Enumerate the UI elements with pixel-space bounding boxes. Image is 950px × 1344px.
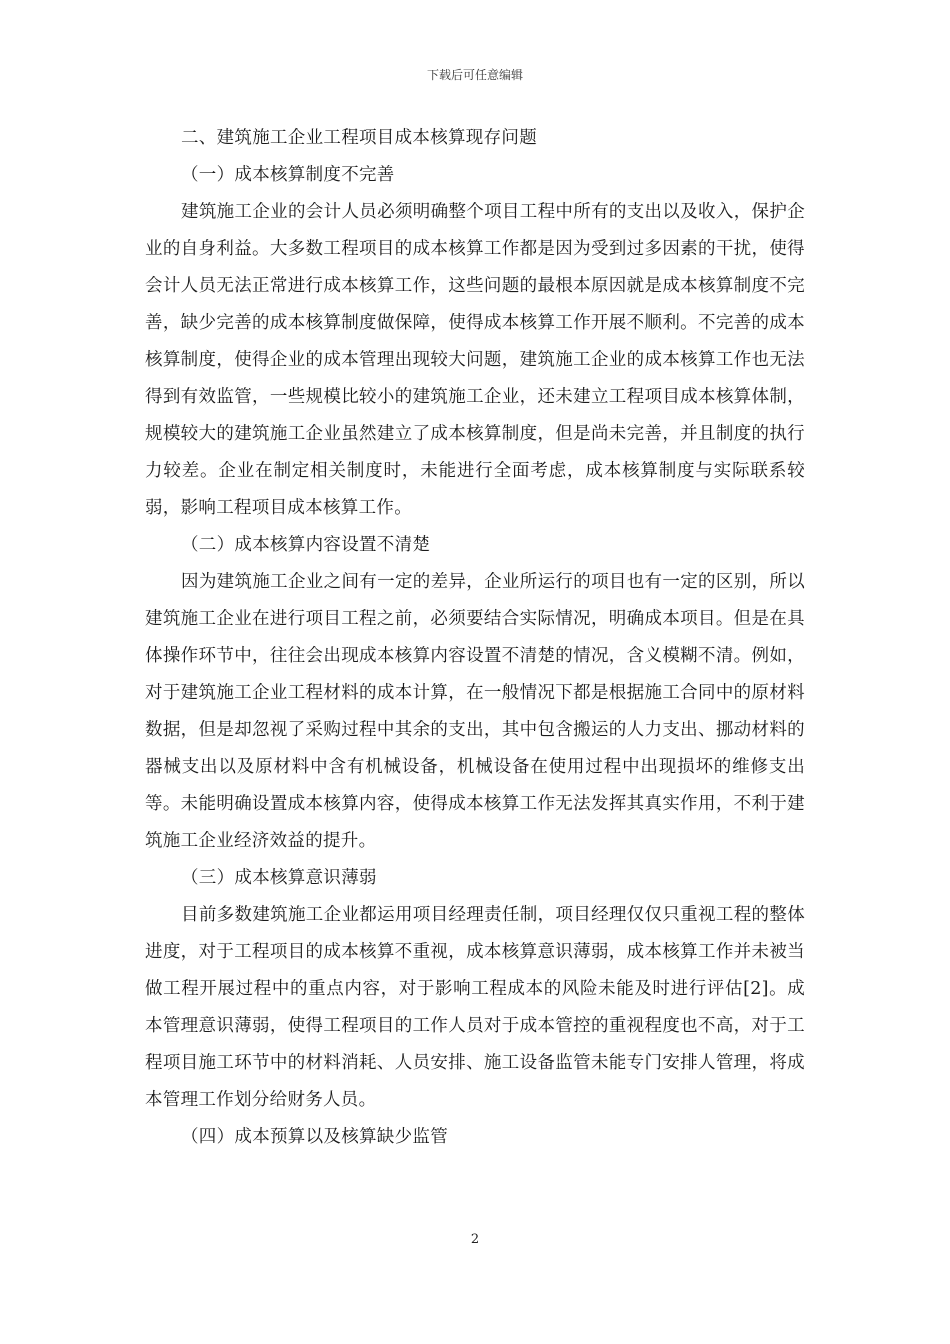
subsection-title-3: （三）成本核算意识薄弱 [181, 868, 377, 888]
subsection-title-4: （四）成本预算以及核算缺少监管 [181, 1127, 448, 1147]
subsection-title-2: （二）成本核算内容设置不清楚 [181, 535, 431, 555]
subsection-title-1: （一）成本核算制度不完善 [181, 165, 395, 185]
paragraph-2: 因为建筑施工企业之间有一定的差异，企业所运行的项目也有一定的区别，所以建筑施工企业在进行项目工程之前，必须要结合实际情况，明确成本项目。但是在具体操作环节中，往往会出现成本核算内容设置不清楚的情况，含义模糊不清。例如，对于建筑施工企业工程材料的成本计算，在一般情况下都是根据施工合同中的原材料数据，但是却忽视了采购过程中其余的支出，其中包含搬运的人力支出、挪动材料的器械支出以及原材料中含有机械设备，机械设备在使用过程中出现损坏的维修支出等。未能明确设置成本核算内容，使得成本核算工作无法发挥其真实作用，不利于建筑施工企业经济效益的提升。 [145, 572, 805, 851]
paragraph-1: 建筑施工企业的会计人员必须明确整个项目工程中所有的支出以及收入，保护企业的自身利益。大多数工程项目的成本核算工作都是因为受到过多因素的干扰，使得会计人员无法正常进行成本核算工作，这些问题的最根本原因就是成本核算制度不完善，缺少完善的成本核算制度做保障，使得成本核算工作开展不顺利。不完善的成本核算制度，使得企业的成本管理出现较大问题，建筑施工企业的成本核算工作也无法得到有效监管，一些规模比较小的建筑施工企业，还未建立工程项目成本核算体制，规模较大的建筑施工企业虽然建立了成本核算制度，但是尚未完善，并且制度的执行力较差。企业在制定相关制度时，未能进行全面考虑，成本核算制度与实际联系较弱，影响工程项目成本核算工作。 [145, 202, 805, 518]
page-number: 2 [470, 1232, 480, 1247]
paragraph-3: 目前多数建筑施工企业都运用项目经理责任制，项目经理仅仅只重视工程的整体进度，对于工程项目的成本核算不重视，成本核算意识薄弱，成本核算工作并未被当做工程开展过程中的重点内容，对于影响工程成本的风险未能及时进行评估[2]。成本管理意识薄弱，使得工程项目的工作人员对于成本管控的重视程度也不高，对于工程项目施工环节中的材料消耗、人员安排、施工设备监管未能专门安排人管理，将成本管理工作划分给财务人员。 [145, 905, 805, 1110]
section-title: 二、建筑施工企业工程项目成本核算现存问题 [181, 128, 537, 148]
header-note: 下载后可任意编辑 [426, 68, 523, 82]
document-body [145, 120, 805, 1156]
